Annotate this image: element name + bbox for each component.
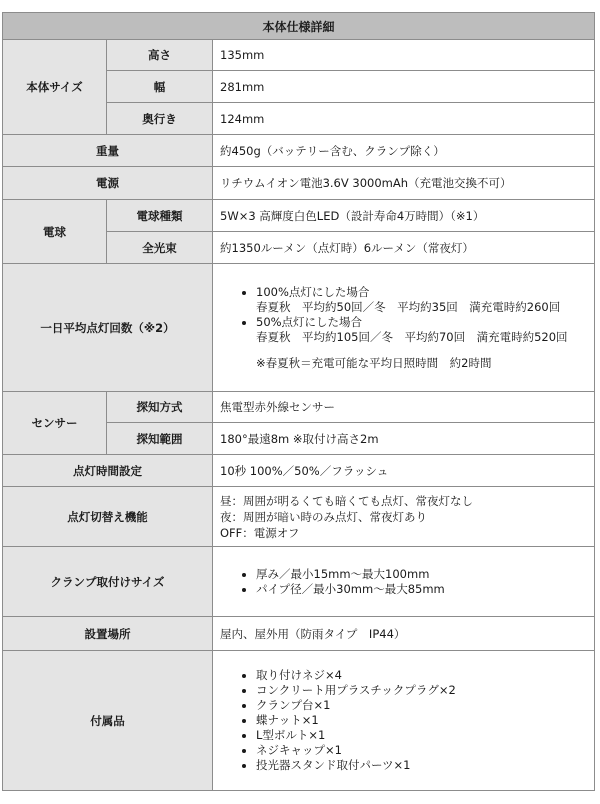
- depth-label: 奥行き: [107, 103, 213, 135]
- accessories-value: [213, 651, 595, 791]
- weight-value: 約450g（バッテリー含む、クランプ除く）: [213, 135, 595, 167]
- table-row: [3, 392, 595, 423]
- mode-label: 点灯切替え機能: [3, 487, 213, 547]
- list-item: [256, 315, 594, 345]
- timer-value: 10秒 100%／50%／フラッシュ: [213, 455, 595, 487]
- power-value: リチウムイオン電池3.6V 3000mAh（充電池交換不可）: [213, 167, 595, 200]
- accessories-list: [220, 668, 594, 773]
- daily-item-title: • 100%点灯にした場合: [256, 284, 370, 299]
- table-title: 本体仕様詳細: [3, 13, 595, 40]
- table-row: [3, 264, 595, 392]
- list-item: • L型ボルト×1: [256, 728, 594, 743]
- power-label: 電源: [3, 167, 213, 200]
- list-item: • 取り付けネジ×4: [256, 668, 594, 683]
- list-item: • 投光器スタンド取付パーツ×1: [256, 758, 594, 773]
- sensor-label: センサー: [3, 392, 107, 455]
- sensor-method-label: 探知方式: [107, 392, 213, 423]
- flux-label: 全光束: [107, 232, 213, 264]
- table-row: [3, 487, 595, 547]
- mode-line: OFF：電源オフ: [220, 525, 300, 540]
- place-label: 設置場所: [3, 617, 213, 651]
- bulb-type-label: 電球種類: [107, 200, 213, 232]
- place-value: 屋内、屋外用（防雨タイプ IP44）: [213, 617, 595, 651]
- daily-item-title: • 50%点灯にした場合: [256, 314, 363, 329]
- sensor-range-value: 180°最遠8m ※取付け高さ2m: [213, 423, 595, 455]
- mode-value: [213, 487, 595, 547]
- table-header-row: [3, 13, 595, 40]
- width-value: 281mm: [213, 71, 595, 103]
- daily-label: 一日平均点灯回数（※2）: [3, 264, 213, 392]
- table-row: [3, 167, 595, 200]
- list-item: • コンクリート用プラスチックプラグ×2: [256, 683, 594, 698]
- spec-table: [2, 12, 595, 791]
- bulb-type-value: 5W×3 高輝度白色LED（設計寿命4万時間）（※1）: [213, 200, 595, 232]
- list-item: • 厚み／最小15mm～最大100mm: [256, 567, 594, 582]
- mode-line: 夜：周囲が暗い時のみ点灯、常夜灯あり: [220, 509, 427, 524]
- daily-item-detail: 春夏秋 平均約50回／冬 平均約35回 満充電時約260回: [256, 299, 561, 314]
- spec-table-container: [2, 12, 594, 791]
- daily-value: [213, 264, 595, 392]
- daily-list: [220, 285, 594, 345]
- bulb-label: 電球: [3, 200, 107, 264]
- size-label: 本体サイズ: [3, 40, 107, 135]
- depth-value: 124mm: [213, 103, 595, 135]
- clamp-list: [220, 567, 594, 597]
- timer-label: 点灯時間設定: [3, 455, 213, 487]
- height-value: 135mm: [213, 40, 595, 71]
- list-item: • 蝶ナット×1: [256, 713, 594, 728]
- list-item: • パイプ径／最小30mm～最大85mm: [256, 582, 594, 597]
- sensor-range-label: 探知範囲: [107, 423, 213, 455]
- sensor-method-value: 焦電型赤外線センサー: [213, 392, 595, 423]
- daily-item-detail: 春夏秋 平均約105回／冬 平均約70回 満充電時約520回: [256, 329, 568, 344]
- daily-note: ※春夏秋＝充電可能な平均日照時間 約2時間: [256, 355, 492, 370]
- width-label: 幅: [107, 71, 213, 103]
- table-row: [3, 135, 595, 167]
- list-item: [256, 285, 594, 315]
- accessories-label: 付属品: [3, 651, 213, 791]
- table-row: [3, 617, 595, 651]
- weight-label: 重量: [3, 135, 213, 167]
- table-row: [3, 200, 595, 232]
- flux-value: 約1350ルーメン（点灯時）6ルーメン（常夜灯）: [213, 232, 595, 264]
- height-label: 高さ: [107, 40, 213, 71]
- list-item: • ネジキャップ×1: [256, 743, 594, 758]
- clamp-value: [213, 547, 595, 617]
- clamp-label: クランプ取付けサイズ: [3, 547, 213, 617]
- list-item: • クランプ台×1: [256, 698, 594, 713]
- table-row: [3, 455, 595, 487]
- table-row: [3, 40, 595, 71]
- table-row: [3, 547, 595, 617]
- table-row: [3, 651, 595, 791]
- mode-line: 昼：周囲が明るくても暗くても点灯、常夜灯なし: [220, 493, 473, 508]
